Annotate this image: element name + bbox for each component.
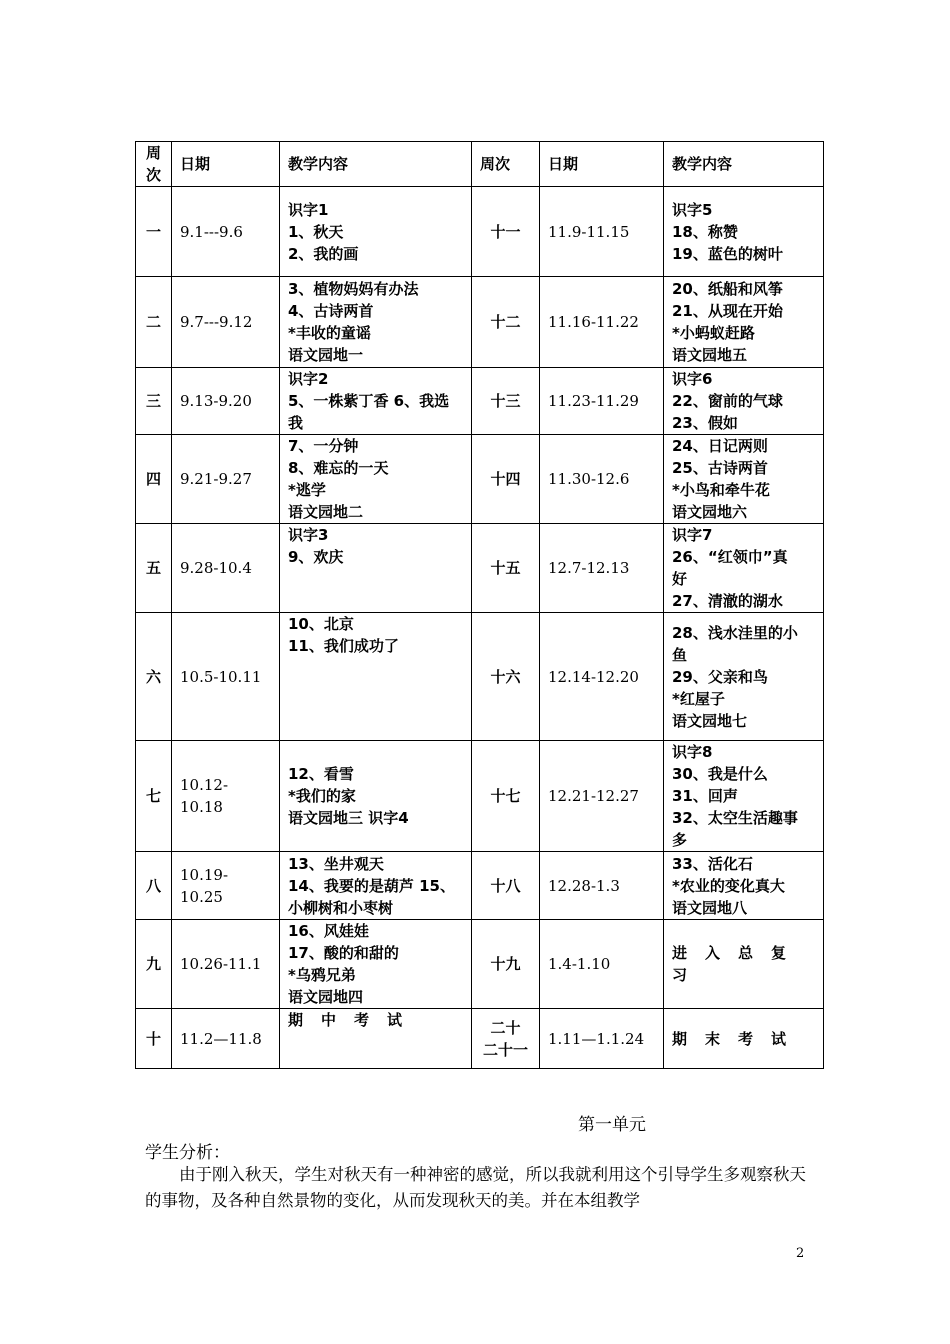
date-range-line: 9.21-9.27 — [180, 470, 252, 488]
teaching-content-cell — [664, 368, 824, 435]
date-range-cell: 12.21-12.27 — [540, 741, 664, 852]
teaching-content-line: 语文园地三 识字4 — [288, 809, 409, 827]
week-number-line: 十八 — [490, 876, 521, 895]
table-row — [136, 435, 824, 524]
teaching-content-line: 22、窗前的气球 — [672, 392, 783, 410]
date-range-line: 9.13-9.20 — [180, 392, 252, 410]
table-row — [136, 277, 824, 368]
date-range-line: 9.1---9.6 — [180, 222, 243, 241]
teaching-content-line: 识字6 — [672, 370, 713, 388]
week-number-cell — [472, 368, 540, 435]
date-range-line: 10.25 — [180, 887, 223, 906]
teaching-content-cell — [280, 613, 472, 741]
week-number-cell — [472, 920, 540, 1009]
teaching-content-cell — [664, 613, 824, 741]
table-row — [136, 852, 824, 920]
week-number-cell — [472, 852, 540, 920]
analysis-text: 由于刚入秋天，学生对秋天有一种神密的感觉，所以我就利用这个引导学生多观察秋天的事物，及各种自然景物的变化，从而发现秋天的美。并在本组教学 — [145, 1165, 806, 1210]
week-number-cell: 七 — [136, 741, 172, 852]
teaching-content-line: 30、我是什么 — [672, 765, 768, 783]
week-number-line: 十一 — [490, 222, 521, 241]
teaching-content-line: 5、一株紫丁香 6、我选 — [288, 392, 450, 410]
teaching-content-line: 9、欢庆 — [288, 548, 344, 566]
teaching-content-line: 识字7 — [672, 526, 713, 544]
week-number-cell: 八 — [136, 852, 172, 920]
date-range-line: 10.5-10.11 — [180, 667, 262, 686]
schedule-table — [135, 141, 824, 1069]
teaching-content-line: 习 — [672, 966, 688, 984]
teaching-content-line: 25、古诗两首 — [672, 459, 768, 477]
teaching-content-cell — [280, 368, 472, 435]
teaching-content-line: 31、回声 — [672, 787, 738, 805]
date-range-cell: 1.4-1.10 — [540, 920, 664, 1009]
teaching-content-line: 26、“红领巾”真 — [672, 548, 788, 566]
week-number-cell — [472, 435, 540, 524]
teaching-content-cell — [664, 852, 824, 920]
teaching-content-cell — [664, 741, 824, 852]
teaching-content-line: 多 — [672, 831, 688, 849]
teaching-content-line: 语文园地六 — [672, 503, 748, 521]
teaching-content-line: 进入总复 — [672, 944, 805, 962]
table-row — [136, 741, 824, 852]
header-week-1-line: 周 — [145, 144, 161, 162]
date-range-line: 9.28-10.4 — [180, 559, 252, 577]
week-number-cell — [472, 613, 540, 741]
header-content-2: 教学内容 — [664, 142, 824, 187]
header-week-1 — [136, 142, 172, 187]
date-range-line: 10.19- — [180, 865, 229, 884]
teaching-content-line: 识字1 — [288, 200, 329, 219]
teaching-content-line: 21、从现在开始 — [672, 302, 783, 320]
teaching-content-line: 语文园地二 — [288, 503, 364, 521]
section-title: 第一单元 — [578, 1115, 646, 1135]
teaching-content-line: *小蚂蚁赶路 — [672, 324, 755, 342]
teaching-content-line: 语文园地一 — [288, 346, 364, 364]
week-number-cell — [472, 277, 540, 368]
teaching-content-line: 期中考试 — [288, 1011, 421, 1029]
teaching-content-line: *丰收的童谣 — [288, 324, 371, 342]
date-range-line: 10.18 — [180, 798, 223, 816]
teaching-content-line: 12、看雪 — [288, 765, 354, 783]
teaching-content-line: 语文园地四 — [288, 988, 364, 1006]
header-date-2: 日期 — [540, 142, 664, 187]
teaching-content-line: 好 — [672, 570, 688, 588]
week-number-cell: 三 — [136, 368, 172, 435]
date-range-cell: 11.16-11.22 — [540, 277, 664, 368]
teaching-content-cell — [280, 741, 472, 852]
header-week-2: 周次 — [472, 142, 540, 187]
teaching-content-line: *农业的变化真大 — [672, 876, 785, 895]
teaching-content-line: 24、日记两则 — [672, 437, 768, 455]
date-range-cell — [172, 1009, 280, 1069]
teaching-content-line: 期末考试 — [672, 1029, 805, 1048]
teaching-content-line: *红屋子 — [672, 689, 725, 708]
table-header-row — [136, 142, 824, 187]
teaching-content-cell — [664, 920, 824, 1009]
table-row — [136, 187, 824, 277]
teaching-content-line: 29、父亲和鸟 — [672, 667, 768, 686]
schedule-body — [136, 187, 824, 1069]
teaching-content-cell — [280, 187, 472, 277]
date-range-cell: 12.28-1.3 — [540, 852, 664, 920]
week-number-cell: 一 — [136, 187, 172, 277]
teaching-content-line: 14、我要的是葫芦 15、 — [288, 876, 455, 895]
teaching-content-cell — [664, 187, 824, 277]
teaching-content-cell — [664, 1009, 824, 1069]
page-number: 2 — [796, 1246, 805, 1261]
teaching-content-line: *逃学 — [288, 481, 326, 499]
week-number-line: 二十 — [490, 1018, 521, 1037]
week-number-cell — [472, 187, 540, 277]
teaching-content-line: 18、称赞 — [672, 222, 738, 241]
table-row — [136, 920, 824, 1009]
teaching-content-line: 28、浅水洼里的小 — [672, 623, 798, 642]
table-row — [136, 368, 824, 435]
date-range-cell — [172, 524, 280, 613]
teaching-content-line: 识字3 — [288, 526, 329, 544]
teaching-content-cell — [280, 435, 472, 524]
week-number-line: 十七 — [490, 787, 521, 805]
teaching-content-line: *乌鸦兄弟 — [288, 966, 356, 984]
teaching-content-line: 23、假如 — [672, 414, 738, 432]
teaching-content-line: 27、清澈的湖水 — [672, 592, 783, 610]
teaching-content-line: 1、秋天 — [288, 222, 344, 241]
teaching-content-cell — [664, 524, 824, 613]
teaching-content-line: 17、酸的和甜的 — [288, 944, 399, 962]
teaching-content-line: 32、太空生活趣事 — [672, 809, 798, 827]
teaching-content-line: 识字8 — [672, 743, 713, 761]
date-range-line: 9.7---9.12 — [180, 313, 253, 331]
date-range-cell — [172, 277, 280, 368]
teaching-content-cell — [280, 1009, 472, 1069]
week-number-cell: 四 — [136, 435, 172, 524]
date-range-cell: 12.7-12.13 — [540, 524, 664, 613]
teaching-content-cell — [664, 435, 824, 524]
teaching-content-line: 4、古诗两首 — [288, 302, 374, 320]
date-range-line: 10.12- — [180, 776, 229, 794]
date-range-cell: 1.11—1.1.24 — [540, 1009, 664, 1069]
teaching-content-line: *小鸟和牵牛花 — [672, 481, 770, 499]
week-number-cell: 六 — [136, 613, 172, 741]
table-row — [136, 1009, 824, 1069]
teaching-content-line: 语文园地八 — [672, 898, 748, 917]
date-range-cell — [172, 920, 280, 1009]
week-number-cell — [472, 741, 540, 852]
teaching-content-line: 我 — [288, 414, 304, 432]
date-range-cell: 12.14-12.20 — [540, 613, 664, 741]
week-number-line: 十二 — [490, 313, 521, 331]
teaching-content-line: 2、我的画 — [288, 244, 359, 263]
teaching-content-line: 8、难忘的一天 — [288, 459, 389, 477]
teaching-content-line: 小柳树和小枣树 — [288, 898, 394, 917]
teaching-content-line: 13、坐井观天 — [288, 854, 384, 873]
teaching-content-line: 20、纸船和风筝 — [672, 280, 783, 298]
week-number-cell: 十 — [136, 1009, 172, 1069]
teaching-content-line: 3、植物妈妈有办法 — [288, 280, 419, 298]
date-range-cell — [172, 741, 280, 852]
date-range-cell: 11.30-12.6 — [540, 435, 664, 524]
header-date-1: 日期 — [172, 142, 280, 187]
teaching-content-line: 识字2 — [288, 370, 329, 388]
date-range-cell: 11.9-11.15 — [540, 187, 664, 277]
teaching-content-line: 33、活化石 — [672, 854, 753, 873]
week-number-cell: 五 — [136, 524, 172, 613]
teaching-content-cell — [280, 277, 472, 368]
date-range-cell — [172, 368, 280, 435]
date-range-cell — [172, 187, 280, 277]
teaching-content-line: 识字5 — [672, 200, 713, 219]
teaching-content-line: 10、北京 — [288, 615, 354, 633]
teaching-content-cell — [280, 524, 472, 613]
table-row — [136, 613, 824, 741]
date-range-line: 10.26-11.1 — [180, 955, 262, 973]
date-range-line: 11.2—11.8 — [180, 1029, 262, 1048]
week-number-line: 十四 — [490, 470, 521, 488]
teaching-content-line: 16、风娃娃 — [288, 922, 369, 940]
teaching-content-line: *我们的家 — [288, 787, 356, 805]
week-number-line: 十九 — [490, 955, 521, 973]
teaching-content-line: 11、我们成功了 — [288, 637, 399, 655]
date-range-cell — [172, 613, 280, 741]
week-number-cell: 九 — [136, 920, 172, 1009]
teaching-content-line: 7、一分钟 — [288, 437, 359, 455]
week-number-line: 二十一 — [482, 1040, 528, 1059]
week-number-cell — [472, 1009, 540, 1069]
week-number-cell: 二 — [136, 277, 172, 368]
week-number-line: 十六 — [490, 667, 521, 686]
week-number-line: 十五 — [490, 559, 521, 577]
date-range-cell — [172, 435, 280, 524]
teaching-content-cell — [280, 920, 472, 1009]
teaching-content-cell — [664, 277, 824, 368]
week-number-line: 十三 — [490, 392, 521, 410]
date-range-cell: 11.23-11.29 — [540, 368, 664, 435]
teaching-content-cell — [280, 852, 472, 920]
header-content-1: 教学内容 — [280, 142, 472, 187]
teaching-content-line: 19、蓝色的树叶 — [672, 244, 783, 263]
header-week-1-line: 次 — [145, 166, 161, 184]
teaching-content-line: 鱼 — [672, 645, 688, 664]
teaching-content-line: 语文园地五 — [672, 346, 748, 364]
week-number-cell — [472, 524, 540, 613]
table-row — [136, 524, 824, 613]
date-range-cell — [172, 852, 280, 920]
analysis-heading: 学生分析： — [145, 1143, 230, 1163]
teaching-content-line: 语文园地七 — [672, 711, 748, 730]
